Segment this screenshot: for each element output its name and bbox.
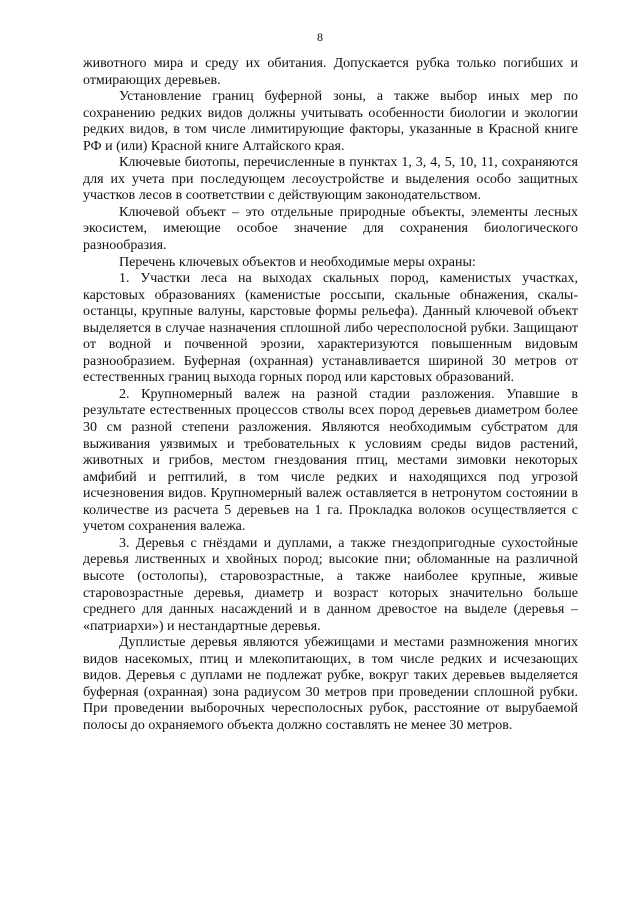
document-body <box>83 56 578 734</box>
paragraph-2: Установление границ буферной зоны, а также выбор иных мер по сохранению редких видов должны учитывать особенности биологии и экологии редких видов, в том числе лимитирующие факторы, указанные в Красной книге РФ и (или) Красной книге Алтайского края. <box>83 89 578 154</box>
paragraph-5: Перечень ключевых объектов и необходимые меры охраны: <box>119 254 476 270</box>
paragraph-9: Дуплистые деревья являются убежищами и местами размножения многих видов насекомых, птиц и млекопитающих, в том числе редких и исчезающих видов. Деревья с дуплами не подлежат рубке, вокруг таких деревьев выделяется буферная (охранная) зона радиусом 30 метров при проведении сплошной рубки. При проведении выборочных чересполосных рубок, расстояние от вырубаемой полосы до охраняемого объекта должно составлять не менее 30 метров. <box>83 635 578 733</box>
paragraph-1: животного мира и среду их обитания. Допускается рубка только погибших и отмирающих деревьев. <box>83 56 578 88</box>
paragraph-3: Ключевые биотопы, перечисленные в пунктах 1, 3, 4, 5, 10, 11, сохраняются для их учета при последующем лесоустройстве и выделения особо защитных участков лесов в соответствии с действующим законодательством. <box>83 155 578 204</box>
paragraph-7: 2. Крупномерный валеж на разной стадии разложения. Упавшие в результате естественных процессов стволы всех пород деревьев диаметром более 30 см разной степени разложения. Являются необходимым субстратом для выживания уязвимых и требовательных к условиям среды видов растений, животных и грибов, местом гнездования птиц, местами зимовки некоторых амфибий и рептилий, в том числе редких и находящихся под угрозой исчезновения видов. Крупномерный валеж оставляется в нетронутом состоянии в количестве из расчета 5 деревьев на 1 га. Прокладка волоков осуществляется с учетом сохранения валежа. <box>83 386 578 535</box>
paragraph-8: 3. Деревья с гнёздами и дуплами, а также гнездопригодные сухостойные деревья лиственных и хвойных пород; высокие пни; обломанные на различной высоте (остолопы), старовозрастные, а также наиболее крупные, живые старовозрастные деревья, диаметр и возраст которых значительно больше среднего для данных насаждений и в данном древостое на выделе (деревья – «патриархи») и нестандартные деревья. <box>83 535 578 634</box>
page-number: 8 <box>317 30 323 44</box>
paragraph-6: 1. Участки леса на выходах скальных пород, каменистых участках, карстовых образованиях (каменистые россыпи, скальные обнажения, скалы-останцы, крупные валуны, карстовые формы рельефа). Данный ключевой объект выделяется в случае назначения сплошной либо чересполосной рубки. Защищают от водной и почвенной эрозии, характеризуются повышенным видовым разнообразием. Буферная (охранная) устанавливается шириной 30 метров от естественных границ выхода горных пород или карстовых образований. <box>83 271 578 386</box>
paragraph-4: Ключевой объект – это отдельные природные объекты, элементы лесных экосистем, имеющие особое значение для сохранения биологического разнообразия. <box>83 204 578 254</box>
